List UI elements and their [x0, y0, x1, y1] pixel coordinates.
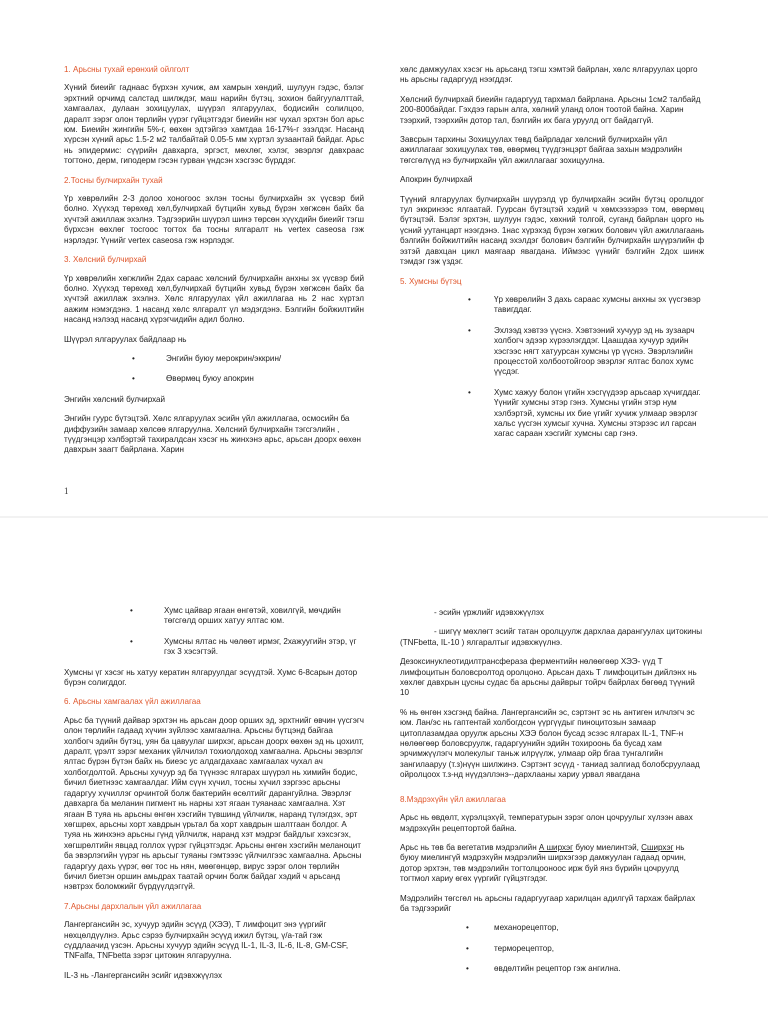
section-heading: 8.Мэдрэхүйн үйл ажиллагаа [400, 794, 506, 804]
bullet-icon: • [130, 636, 133, 646]
paragraph: Энгийн гуурс бүтэцтэй. Хөлс ялгаруулах эсийн үйл ажиллагаа, осмосийн ба диффузийн замаар хөлсөө ялгаруулна. Хөлсний булчирхайн тэгсгэлийн , түүдгэнцэр хэлбэртэй тахиралдсан хэсэг нь жинхэнэ арьс, арьсан доорх өөхөн давхрын заагт байрлана. Харин [64, 414, 362, 455]
section-heading: 2.Тосны булчирхайн тухай [64, 175, 163, 185]
underlined-term: А ширхэг [538, 842, 574, 852]
subheading: Апокрин булчирхай [400, 175, 473, 185]
list-item-text: Энгийн буюу мерокрин/эккрин/ [166, 353, 282, 363]
paragraph: - эсийн үржлийг идэвхжүүлэх [434, 608, 544, 617]
section-heading: 3. Хөлсний булчирхай [64, 255, 147, 265]
page-divider [0, 516, 768, 518]
paragraph: Үр хөврөлийн 2-3 долоо хоногоос эхлэн тосны булчирхайн эх үүсвэр бий болно. Хүүхэд төрөхөд хөл,булчирхай бүтцийн хувьд бүрэн хөгжсөн байх ба хүчтэй ажиллаж эхэлнэ. Тэдгээрийн шүүрэл шинэ төрсөн хүүхдийн биеийг тэгш бүрхсэн өөхлөг тосгоос тогтох ба тосны ялгаралт нь vertex caseosa гэж нэрлэдэг. Үүнийг vertex caseosa гэж нэрлэдэг. [64, 194, 364, 245]
list-item [64, 637, 364, 658]
page2-right-column [400, 608, 704, 985]
list-item [400, 923, 704, 933]
bullet-icon: • [468, 294, 471, 304]
section-heading: 5. Хумсны бүтэц [400, 276, 462, 286]
document-page-2 [0, 520, 768, 1024]
list-item [400, 388, 704, 440]
list-item-text: Үр хөврөлийн 3 дахь сараас хумсны анхны эх үүсгэвэр тавигддаг. [494, 294, 701, 315]
page1-left-column [64, 65, 364, 465]
list-item-text: терморецептор, [494, 943, 554, 953]
section-heading: 7.Арьсны дархлалын үйл ажиллагаа [64, 901, 202, 911]
page-number: 1 [64, 486, 69, 496]
list-item [64, 606, 364, 627]
list-item [400, 326, 704, 378]
list-item [64, 354, 364, 364]
bullet-icon: • [466, 923, 469, 933]
text-span: нь буюу миелингүй мэдрэхүйн мэдрэлийн ширхэгээр дамжуулан гадаад орчин, дотор эрхтэн, төв мэдрэлийн тогтолцооноос ирж буй янз бүрийн цочруулд тогтмол хариу өгөх үүргийг гүйцэтгэдэг. [400, 842, 686, 884]
paragraph: Шүүрэл ялгаруулах байдлаар нь [64, 334, 187, 344]
underlined-term: Сширхэг [641, 842, 674, 852]
list-item [400, 295, 704, 316]
bullet-icon: • [130, 606, 133, 615]
list-item-text: Хумсны ялтас нь чөлөөт ирмэг, 2хажуугийн этэр, үг гэх 3 хэсэгтэй. [164, 636, 357, 657]
paragraph: Дезоксинуклеотидилтрансфераза ферментийн нөлөөгөөр ХЭЭ- үүд Т лимфоцитын боловсролтод оролцоно. Арьсан дахь Т лимфоцитын дийлэнх нь хөхлөг давхрын цусны судас ба арьсны дайврыг тойрч байрлах бөгөөд түүний 10 [400, 657, 697, 698]
bullet-icon: • [466, 964, 469, 974]
paragraph: - шигүү мөхлөгт эсийг татан оролцуулж дархлаа дарангуулах цитокины (TNFbetta, IL-10 ) ялгаралтыг идэвхжүүлнэ. [400, 627, 703, 647]
paragraph: Түүний ялгаруулах булчирхайн шүүрэлд үр булчирхайн эсийн бүтэц оролцдог тул эккринээс ялгаатай. Гуурсан бүтэцтэй хэдий ч хөмхээзэрээ том, өвөрмөц бүтэцтэй. Бэлэг эрхтэн, шулуун гэдэс, хөхний толгой, суганд байрлан цорго нь үсний уутанцарт нээгдэнэ. 1нас хүрэхэд бүрэн хөгжих болович үйл ажиллагаань бэлгийн бойжилтийн насанд эхэлдэг болович бэлгийн булчирхайн шүүрэлийн ф эзтэй давхцан цикл маягаар явагдана. Иймээс үүнийг бэлгийн 2дох шинж тэмдэг гэж үздэг. [400, 194, 704, 267]
bullet-icon: • [466, 943, 469, 953]
section-heading: 6. Арьсны хамгаалах үйл ажиллагаа [64, 697, 201, 707]
bullet-icon: • [132, 353, 135, 363]
list-item-text: өвдөлтийн рецептор гэж ангилна. [494, 964, 621, 974]
list-item-text: Эхлээд хэвтээ үүснэ. Хэвтээний хучуур эд нь зузаарч холбогч эдээр хүрээлэгддэг. Цаашдаа хучуур эдийн хэсгээс нягт хатуурсан хумсны үр үүснэ. Эвэрлэлийн процесстой холбоотойгоор эвэрлэг ялтас болох хумс үүсдэг. [494, 325, 695, 377]
paragraph: Арьс нь өвдөлт, хүрэлцэхүй, температурын зэрэг олон цочруулыг хүлээн авах мэдрэхүйн рецептортой байна. [400, 813, 693, 833]
bullet-icon: • [468, 387, 471, 397]
paragraph: Хүний биеийг гаднаас бүрхэн хучиж, ам хамрын хөндий, шулуун гэдэс, бэлэг эрхтний орчимд салстад шилждэг, маш нарийн бүтэц, зохион байгуулалттай, хамгаалах, дулаан зохицуулах, шүүрэл ялгаруулах, бодисийн солилцоо, даралт зэрэг олон төрлийн үүрэг гүйцэтгэдэг биеийн нэг чухал эрхтэн бол арьс юм. Биеийн жингийн 5%-г, өөхөн эдтэйгээ хамтдаа 16-17%-г эзэлдэг. Насанд хүрсэн хүний арьс 1.5-2 м2 талбайтай 0.05-5 мм хүртэл зузаантай байдаг. Арьс нь эпидермис: сүүрийн давхарга, эргэст, мөхлөг, хэлэг, эвэрлэг давхраас тогтоно, дерм, гиподерм гэсэн гурван үндсэн хэсгээс бүрддэг. [64, 83, 364, 166]
bullet-icon: • [468, 325, 471, 335]
paragraph: Мэдрэлийн төгсгөл нь арьсны гадаргуугаар харилцан адилгүй тархаж байрлах ба тэдгээрийг [400, 893, 696, 913]
paragraph: Лангергансийн эс, хучуур эдийн эсүүд (ХЭЭ), Т лимфоцит энэ үүргийг нөхцөлдүүлнэ. Арьс сэрээ булчирхайн эсүүд ижил бүтэц, ү/а-тай гэж сүддлаачид үзсэн. Арьсны хучуур эдийн эсүүд IL-1, IL-3, IL-6, IL-8, GM-CSF, TNFalfa, TNFbetta зэрэг цитокин ялгаруулна. [64, 920, 349, 961]
list-item-text: Өвөрмөц буюу апокрин [166, 374, 254, 384]
list-item-text: Хумс цайвар ягаан өнгөтэй, ховилгүй, мөчдийн төгсгөлд орших хатуу ялтас юм. [164, 606, 341, 626]
text-span: Арьс нь төв ба вегетатив мэдрэлийн [400, 842, 539, 852]
text-span: буюу миелинтэй, [573, 842, 642, 852]
paragraph: Арьс ба түүний дайвар эрхтэн нь арьсан доор орших эд, эрхтнийг өвчин үүсгэгч олон төрлийн гадаад хүчин зүйлээс хамгаална. Арьсны бүтцэнд байгаа холбогч эдийн бүтэц, уян ба цавуулаг ширхэг, арьсан доорх өөхөн эд нь цохилт, даралт, үрэлт зэрэг механик үйлчилэл тохиолдоход хамгаална. Арьсны эвэрлэг ялтас бүрэн бүтэн байх нь биеэс ус алдагдахаас хамгаалах чухал ач холбогдолтой. Арьсны хучуур эд ба түүнээс ялгарах шүүрэл нь химийн бодис, бичил биетнээс хамгаалдаг. Ийм сүүн хүчил, тосны хүчил зэргээс арьсны гадаргуу хүчиллэг орчинтой болж бактерийн өсөлтийг дарангуйлна. Эвэрлэг давхарга ба меланин пигмент нь нарны хэт ягаан туяанаас хамгаална. Хэт ягаан В туяа нь арьсны өнгөн хэсгийн түвшинд үйлчилж, наранд түлэгдэх, эрт хөгшрөх, арьсны хорт хавдрын үрьтал ба хорт хавдрын шалтгаан болдог. А туяа нь жинхэнэ арьсны гүнд үйлчилж, наранд хэт мэдрэг байдлыг хэхсэгэх, хөгшрөлтийн явцад голлох үүрэг гүйцэтгэдэг. Арьсны өнгөн хэсгийн меланоцит ба эвэрлэгийн үүрэг нь арьсыг туяаны гэмтэээс үйлчилгээс хамгаална. Арьсны гадаргуу дахь үүрэг, өөг тос нь нян, мөөгөнцөр, вирус зэрэг олон төрлийн бичил биетэн оршин амьдрах таатай орчин болж байдаг хэдий ч арьсанд нэвтрэх боломжийг бүрдүүлдэггүй. [64, 715, 365, 892]
paragraph: Завсрын тархины Зохицуулах төвд байрладаг хөлсний булчирхайн үйл ажиллагааг зохицуулах төв, өвөрмөц түүдгэнцэрт байгаа захын мэдрэлийн төгсгөлүүд нэ булчирхайн үйл ажиллагааг зохицуулна. [400, 135, 683, 165]
paragraph [400, 843, 704, 885]
paragraph: хөлс дамжуулах хэсэг нь арьсанд тэгш хэмтэй байрлан, хөлс ялгаруулах цорго нь арьсны гадаргууд нээгддэг. [400, 65, 698, 85]
paragraph: Хумсны үг хэсэг нь хатуу кератин ялгаруулдаг эсүүдтэй. Хумс 6-8сарын дотор бүрэн солигддог. [64, 667, 358, 688]
list-item [400, 944, 704, 954]
section-heading: 1. Арьсны тухай ерөнхий ойлголт [64, 65, 190, 74]
list-item-text: Хумс хажуу болон үгийн хэсгүүдээр арьсаар хүчигддаг. Үүнийг хумсны этэр гэнэ. Хумсны үгийн этэр нум хэлбэртэй, хумсны их бие үгийг хучиж улмаар эвэрлэг хальс үүсгэн хумсыг хучна. Хумсны этэрээс ил гарсан хагас сараан хэсгийг хумсны сар гэнэ. [494, 387, 701, 439]
list-item-text: механорецептор, [494, 923, 559, 933]
paragraph: IL-3 нь -Лангергансийн эсийг идэвхжүүлэх [64, 970, 222, 980]
page2-left-column [64, 606, 364, 990]
paragraph: Үр хөврөлийн хөгжлийн 2дах сараас хөлсний булчирхайн анхны эх үүсвэр бий болно. Хүүхэд төрөхөд хөл,булчирхай бүтцийн хувьд бүрэн хөгжсөн байх ба хүчтэй ажиллаж эхэлнэ. Хөлс ялгаруулах үйл ажиллагаа нь 2 нас хүртэл аажим нэмэгдэнэ. 1 насанд хөлс ялгаралт үл мэдэгдэнэ. Бэлгийн бойжилтийн насанд нэлээд насанд хүрэгчидийн адил болно. [64, 273, 364, 325]
list-item [64, 374, 364, 384]
bullet-icon: • [132, 374, 135, 384]
list-item [400, 964, 704, 974]
subheading: Энгийн хөлсний булчирхай [64, 394, 166, 404]
page1-right-column [400, 65, 704, 450]
paragraph: Хөлсний булчирхай биеийн гадаргууд тархмал байрлана. Арьсны 1см2 талбайд 200-800байдаг. Гэхдээ гарын алга, хөлний уланд олон тоотой байна. Харин тээрхий, тээрхийн дотор тал, бэлгийн их бага уруулд огт байдаггүй. [400, 94, 701, 125]
paragraph: % нь өнгөн хэсгэнд байна. Лангергансийн эс, сэртэнт эс нь антиген илчлэгч эс юм. Лан/эс нь гаптентай холбогдсон үүргүүдыг пиноцитозын замаар цитоплазамдаа оруулж арьсны ХЭЭ болон бусад эсээс ялгарах IL-1, TNF-н нөлөөгөөр боловсруулж, гадаргуунийн эдийн тохироонь ба бусад хам эрчимжүүлэгч молекулыг таньж илрүүлж, улмаар ойр бгаа тунгалгийн зангилааруу (т.з)нүүн шилжинэ. Сэртэнт эсүүд - таниад залгиад болобсруулаад ойролцоох т.з-нд нүүдэллэнэ--дархлааны хариу урвал явагдана [400, 707, 700, 780]
